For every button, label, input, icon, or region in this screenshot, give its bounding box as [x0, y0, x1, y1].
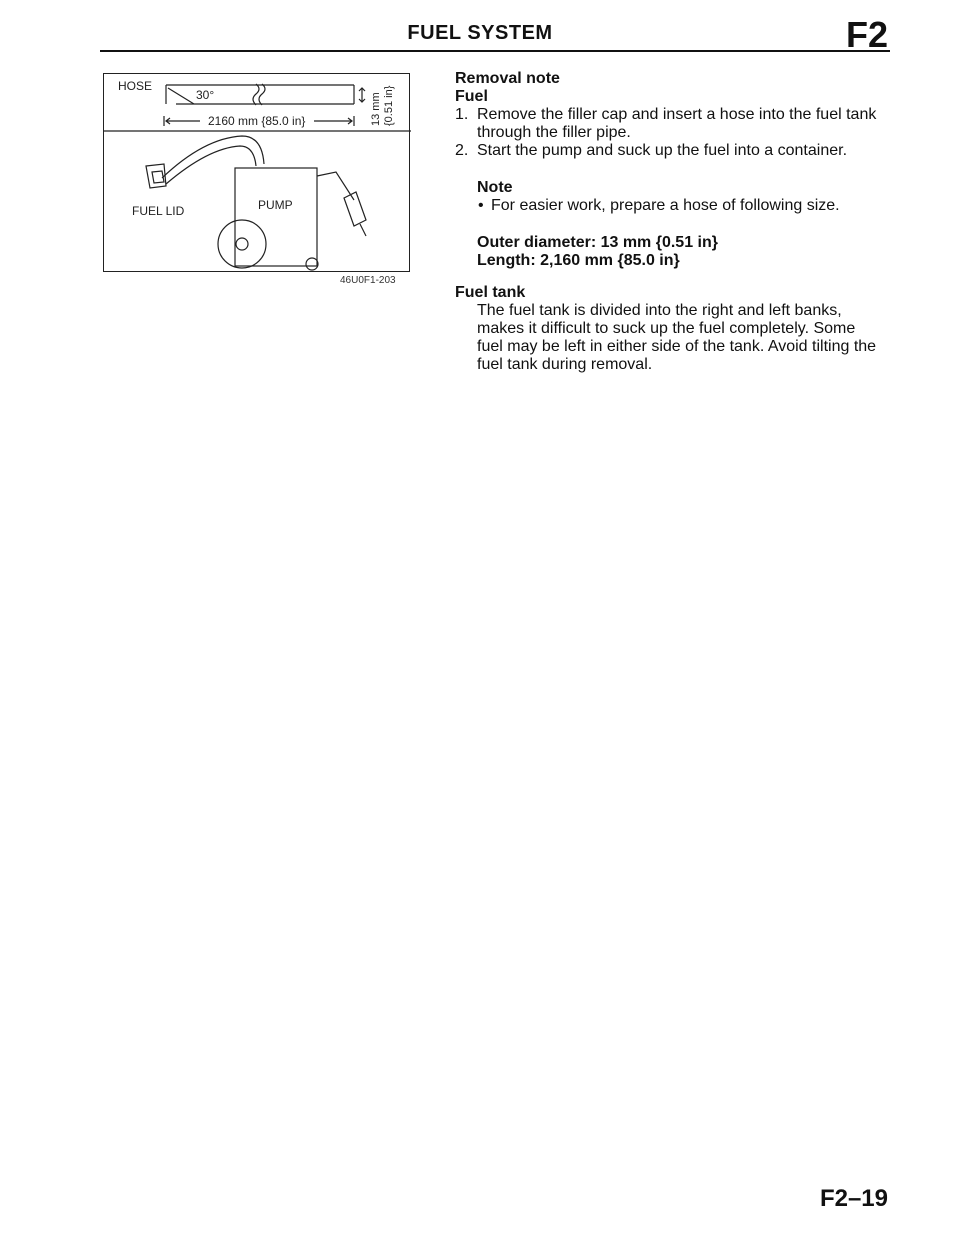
list-item	[455, 142, 895, 160]
page-title: FUEL SYSTEM	[407, 22, 553, 44]
paragraph-line: The fuel tank is divided into the right and left banks,	[477, 302, 842, 319]
hose-label: HOSE	[118, 79, 153, 93]
nozzle-tip	[360, 224, 366, 236]
pump-wheel-hub	[236, 238, 248, 250]
outlet-nozzle	[344, 192, 366, 226]
pump-label: PUMP	[258, 198, 293, 212]
paragraph-line: fuel may be left in either side of the tank. Avoid tilting the	[477, 338, 877, 355]
break-mark-left	[253, 84, 259, 105]
step-number: 2.	[455, 142, 469, 159]
list-item	[455, 106, 895, 142]
paragraph-line: fuel tank during removal.	[477, 356, 653, 373]
step-text-continued: through the filler pipe.	[477, 124, 631, 141]
fuel-lid-label: FUEL LID	[132, 204, 185, 218]
pump-foot	[306, 258, 318, 270]
note-heading: Note	[477, 179, 513, 196]
section-code: F2	[845, 14, 888, 55]
page-number: F2–19	[819, 1185, 888, 1212]
diameter-mm-label: 13 mm	[370, 92, 382, 126]
removal-note-section	[455, 70, 895, 374]
figure-code: 46U0F1-203	[340, 275, 396, 286]
spec-outer-diameter: Outer diameter: 13 mm {0.51 in}	[477, 234, 718, 251]
angle-label: 30°	[196, 88, 215, 102]
note-bullet	[455, 197, 895, 215]
note-bullet-text: For easier work, prepare a hose of following size.	[491, 197, 840, 214]
hose-pump-figure	[103, 73, 410, 272]
paragraph-line: makes it difficult to suck up the fuel completely. Some	[477, 320, 856, 337]
hose-curve-inner	[166, 146, 256, 184]
step-number: 1.	[455, 106, 469, 123]
hose-curve-outer	[162, 136, 264, 178]
diameter-label	[358, 78, 395, 126]
diameter-in-label: {0.51 in}	[383, 85, 395, 126]
length-label: 2160 mm {85.0 in}	[208, 114, 306, 128]
fuel-subheading: Fuel	[455, 88, 488, 105]
pump-wheel	[218, 220, 266, 268]
steps-list	[455, 106, 895, 160]
removal-note-heading: Removal note	[455, 70, 560, 87]
fuel-tank-paragraph	[455, 302, 895, 374]
step-text: Start the pump and suck up the fuel into a container.	[477, 142, 848, 159]
bullet-icon: •	[478, 197, 484, 214]
hose-cut-angle	[168, 88, 194, 104]
step-text: Remove the filler cap and insert a hose into the fuel tank	[477, 106, 877, 123]
fuel-tank-heading: Fuel tank	[455, 284, 526, 301]
header-divider	[100, 50, 890, 52]
pump-body	[235, 168, 317, 266]
break-mark-right	[259, 84, 265, 105]
spec-length: Length: 2,160 mm {85.0 in}	[477, 252, 680, 269]
